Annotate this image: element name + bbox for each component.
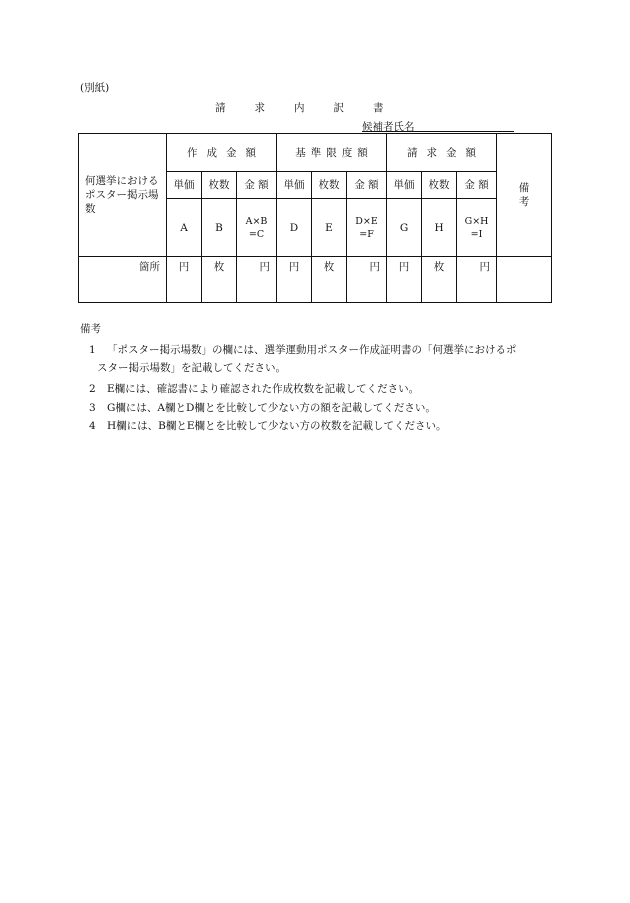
claim-amount-header: 請求金額	[387, 134, 497, 172]
code-h: H	[422, 199, 457, 257]
creation-amount-header: 作成金額	[167, 134, 277, 172]
note-number: 4	[89, 420, 96, 432]
unit-yen: 円	[237, 257, 277, 303]
unit-sheets: 枚	[312, 257, 347, 303]
sub-header-quantity: 枚数	[312, 172, 347, 199]
sub-header-unit-price: 単価	[277, 172, 312, 199]
unit-yen: 円	[277, 257, 312, 303]
note-number: 2	[89, 383, 96, 395]
code-f: D×E =F	[347, 199, 387, 257]
annex-label: (別紙)	[80, 82, 110, 94]
claim-breakdown-table	[78, 133, 552, 303]
unit-sheets: 枚	[422, 257, 457, 303]
sub-header-amount: 金 額	[457, 172, 497, 199]
row-unit-locations: 箇所	[79, 257, 167, 303]
code-b: B	[202, 199, 237, 257]
unit-yen: 円	[457, 257, 497, 303]
code-a: A	[167, 199, 202, 257]
remarks-cell	[497, 257, 552, 303]
code-e: E	[312, 199, 347, 257]
sub-header-unit-price: 単価	[387, 172, 422, 199]
code-c: A×B =C	[237, 199, 277, 257]
standard-limit-header: 基準限度額	[277, 134, 387, 172]
note-text: E欄には、確認書により確認された作成枚数を記載してください。	[107, 383, 420, 395]
election-poster-count-header: 何選挙におけるポスター掲示場数	[79, 134, 167, 257]
code-d: D	[277, 199, 312, 257]
note-number: 3	[89, 402, 96, 414]
sub-header-amount: 金 額	[237, 172, 277, 199]
sub-header-quantity: 枚数	[422, 172, 457, 199]
note-text: 「ポスター掲示場数」の欄には、選挙運動用ポスター作成証明書の「何選挙におけるポ	[107, 344, 517, 356]
code-i: G×H =I	[457, 199, 497, 257]
note-number: 1	[89, 344, 96, 356]
sub-header-amount: 金 額	[347, 172, 387, 199]
notes-title: 備考	[80, 323, 101, 335]
unit-yen: 円	[347, 257, 387, 303]
unit-yen: 円	[167, 257, 202, 303]
candidate-name-underline	[362, 131, 514, 132]
document-title: 請求内訳書	[215, 102, 413, 114]
unit-yen: 円	[387, 257, 422, 303]
sub-header-unit-price: 単価	[167, 172, 202, 199]
note-text-continued: スター掲示場数」を記載してください。	[97, 362, 286, 374]
note-text: G欄には、A欄とD欄とを比較して少ない方の額を記載してください。	[107, 402, 436, 414]
sub-header-quantity: 枚数	[202, 172, 237, 199]
note-text: H欄には、B欄とE欄とを比較して少ない方の枚数を記載してください。	[107, 420, 447, 432]
unit-sheets: 枚	[202, 257, 237, 303]
remarks-header: 備考	[497, 134, 552, 257]
code-g: G	[387, 199, 422, 257]
candidate-name-label: 候補者氏名	[362, 121, 415, 133]
